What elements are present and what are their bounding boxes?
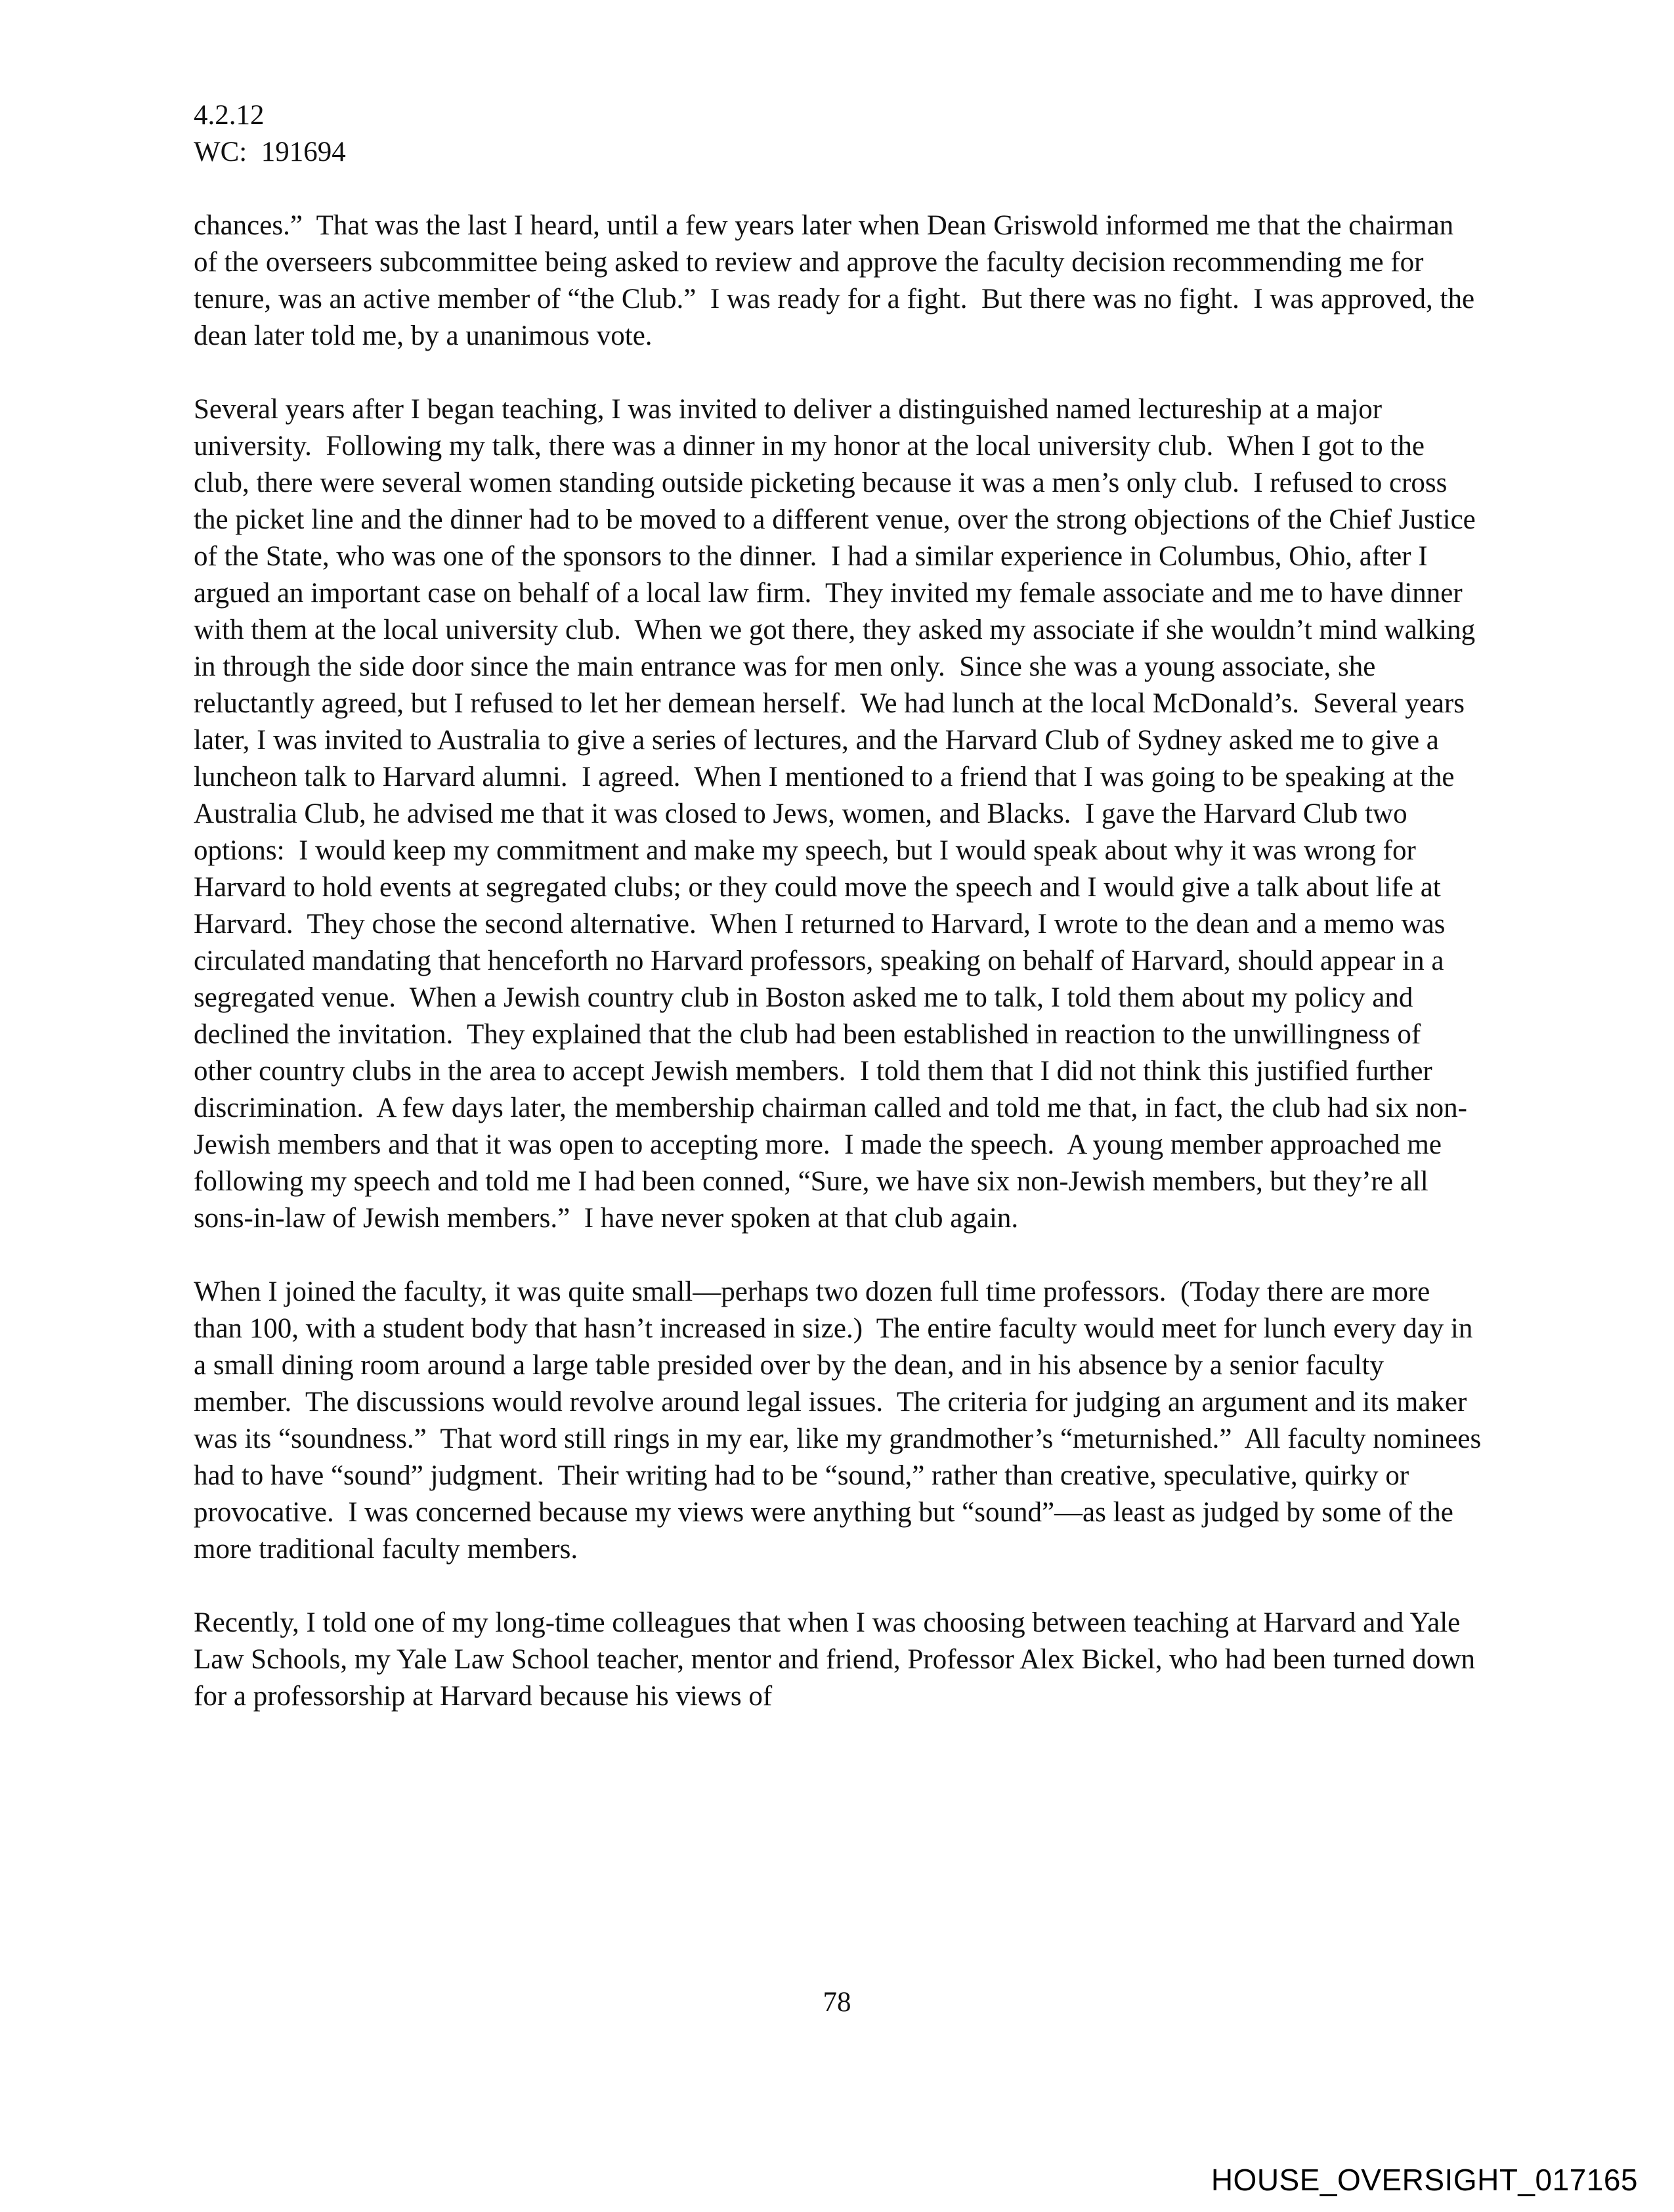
body-text	[194, 207, 1488, 1715]
page-content	[194, 97, 1488, 1752]
paragraph-2: Several years after I began teaching, I was invited to deliver a distinguished named lectureship at a major university. Following my talk, there was a dinner in my honor at the local university club. When I got to the club, there were several women standing outside picketing because it was a men’s only club. I refused to cross the picket line and the dinner had to be moved to a different venue, over the strong objections of the Chief Justice of the State, who was one of the sponsors to the dinner. I had a similar experience in Columbus, Ohio, after I argued an important case on behalf of a local law firm. They invited my female associate and me to have dinner with them at the local university club. When we got there, they asked my associate if she wouldn’t mind walking in through the side door since the main entrance was for men only. Since she was a young associate, she reluctantly agreed, but I refused to let her demean herself. We had lunch at the local McDonald’s. Several years later, I was invited to Australia to give a series of lectures, and the Harvard Club of Sydney asked me to give a luncheon talk to Harvard alumni. I agreed. When I mentioned to a friend that I was going to be speaking at the Australia Club, he advised me that it was closed to Jews, women, and Blacks. I gave the Harvard Club two options: I would keep my commitment and make my speech, but I would speak about why it was wrong for Harvard to hold events at segregated clubs; or they could move the speech and I would give a talk about life at Harvard. They chose the second alternative. When I returned to Harvard, I wrote to the dean and a memo was circulated mandating that henceforth no Harvard professors, speaking on behalf of Harvard, should appear in a segregated venue. When a Jewish country club in Boston asked me to talk, I told them about my policy and declined the invitation. They explained that the club had been established in reaction to the unwillingness of other country clubs in the area to accept Jewish members. I told them that I did not think this justified further discrimination. A few days later, the membership chairman called and told me that, in fact, the club had six non-Jewish members and that it was open to accepting more. I made the speech. A young member approached me following my speech and told me I had been conned, “Sure, we have six non-Jewish members, but they’re all sons-in-law of Jewish members.” I have never spoken at that club again.	[194, 394, 1483, 1234]
paragraph-4: Recently, I told one of my long-time colleagues that when I was choosing between teaching at Harvard and Yale Law Schools, my Yale Law School teacher, mentor and friend, Professor Alex Bickel, who had been turned down for a professorship at Harvard because his views of	[194, 1607, 1482, 1712]
header-word-count: WC: 191694	[194, 137, 346, 167]
bates-stamp: HOUSE_OVERSIGHT_017165	[1211, 2163, 1638, 2197]
paragraph-3: When I joined the faculty, it was quite small—perhaps two dozen full time professors. (Today there are more than 100, with a student body that hasn’t increased in size.) The entire faculty would meet for lunch every day in a small dining room around a large table presided over by the dean, and in his absence by a senior faculty member. The discussions would revolve around legal issues. The criteria for judging an argument and its maker was its “soundness.” That word still rings in my ear, like my grandmother’s “meturnished.” All faculty nominees had to have “sound” judgment. Their writing had to be “sound,” rather than creative, speculative, quirky or provocative. I was concerned because my views were anything but “sound”—as least as judged by some of the more traditional faculty members.	[194, 1276, 1488, 1565]
page-number: 78	[823, 1987, 851, 2018]
paragraph-1: chances.” That was the last I heard, until a few years later when Dean Griswold informed me that the chairman of the overseers subcommittee being asked to review and approve the faculty decision recommending me for tenure, was an active member of “the Club.” I was ready for a fight. But there was no fight. I was approved, the dean later told me, by a unanimous vote.	[194, 210, 1482, 351]
document-header	[194, 97, 1484, 171]
header-date: 4.2.12	[194, 100, 265, 131]
